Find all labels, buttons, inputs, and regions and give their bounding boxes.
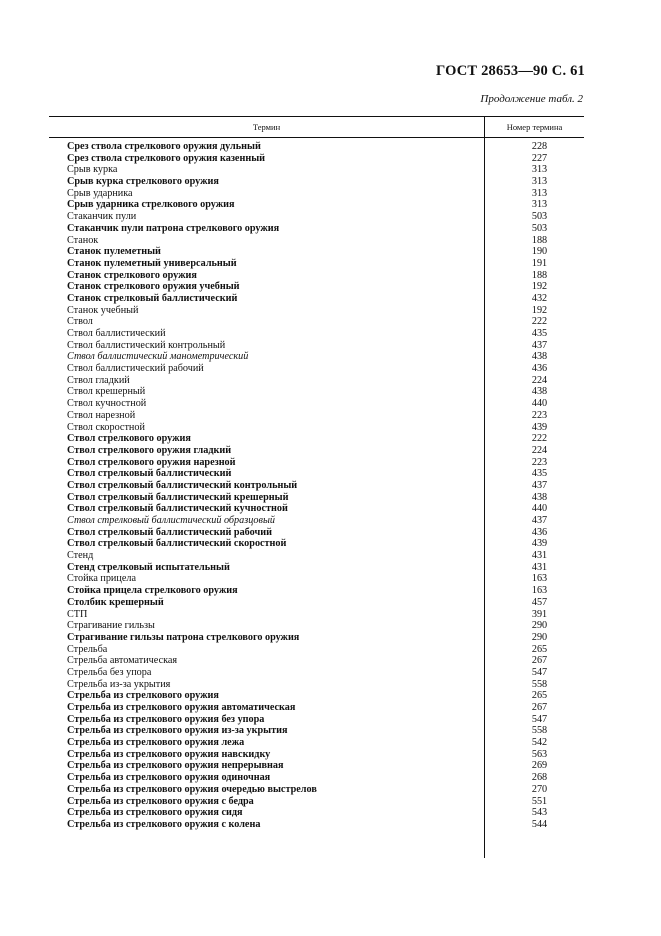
table-row [49,679,584,691]
table-row [49,211,584,223]
table-row [49,246,584,258]
term-number-cell: 227 [531,152,548,164]
term-cell: Ствол стрелкового оружия нарезной [67,456,236,468]
table-row [49,316,584,328]
table-row [49,562,584,574]
term-number-cell: 542 [531,737,548,749]
table-row [49,164,584,176]
term-number-cell: 190 [531,246,548,258]
term-cell: Срез ствола стрелкового оружия казенный [67,152,266,164]
term-number-cell: 543 [531,807,548,819]
term-cell: Ствол гладкий [67,374,130,386]
term-number-cell: 163 [531,573,548,585]
term-cell: Стенд стрелковый испытательный [67,561,230,573]
term-cell: Стрельба из стрелкового оружия с колена [67,818,261,830]
term-number-cell: 435 [531,328,548,339]
table-row [49,702,584,714]
term-cell: Срыв ударника [67,187,133,199]
term-number-cell: 551 [531,795,548,807]
terms-table [49,116,584,831]
table-row [49,153,584,165]
term-number-cell: 544 [531,818,548,830]
term-cell: Стрельба из стрелкового оружия [67,690,219,702]
column-header-term: Термин [252,122,281,132]
table-row [49,468,584,480]
table-row [49,573,584,585]
term-cell: Ствол баллистический рабочий [67,363,204,375]
table-row [49,597,584,609]
table-row [49,293,584,305]
term-number-cell: 290 [531,631,548,643]
term-cell: Столбик крешерный [67,596,164,608]
term-cell: Стаканчик пули патрона стрелкового оружия [67,222,280,234]
table-row [49,760,584,772]
term-number-cell: 563 [531,748,548,760]
term-cell: Стаканчик пули [67,211,137,223]
term-number-cell: 269 [531,760,548,772]
term-cell: Срыв курка [67,164,118,176]
term-cell: Срыв ударника стрелкового оружия [67,199,235,211]
term-cell: Стрельба из стрелкового оружия с бедра [67,795,254,807]
table-header [49,117,584,138]
term-cell: Станок стрелкового оружия [67,269,197,281]
table-row [49,386,584,398]
table-row [49,281,584,293]
term-number-cell: 438 [531,386,548,398]
table-row [49,632,584,644]
table-row [49,457,584,469]
table-row [49,527,584,539]
table-row [49,807,584,819]
table-row [49,188,584,200]
term-cell: Станок стрелковый баллистический [67,292,238,304]
term-cell: Стрельба из-за укрытия [67,678,171,690]
table-row [49,737,584,749]
table-row [49,796,584,808]
term-number-cell: 267 [531,655,548,667]
table-row [49,433,584,445]
term-number-cell: 313 [531,187,548,199]
term-cell: Ствол стрелковый баллистический кучностной [67,503,288,515]
term-number-cell: 439 [531,421,548,433]
table-row [49,270,584,282]
term-cell: Стрельба из стрелкового оружия очередью выстрелов [67,783,317,795]
term-number-cell: 547 [531,713,548,725]
table-row [49,585,584,597]
term-cell: Стойка прицела [67,573,136,585]
term-number-cell: 558 [531,725,548,737]
table-row [49,655,584,667]
term-number-cell: 192 [531,281,548,293]
term-cell: Стрельба из стрелкового оружия автоматическая [67,702,296,713]
term-number-cell: 222 [531,316,548,328]
table-row [49,199,584,211]
term-cell: Станок стрелкового оружия учебный [67,281,240,293]
term-cell: Стрельба из стрелкового оружия одиночная [67,772,271,784]
term-cell: Ствол стрелковый баллистический крешерный [67,491,289,503]
table-row [49,725,584,737]
table-row [49,410,584,422]
table-row [49,644,584,656]
term-cell: Срез ствола стрелкового оружия дульный [67,141,261,152]
table-row [49,515,584,527]
term-number-cell: 431 [531,550,548,562]
term-number-cell: 436 [531,363,548,375]
term-cell: Ствол [67,316,93,328]
term-cell: СТП [67,608,88,620]
term-number-cell: 163 [531,585,548,597]
page-header: ГОСТ 28653—90 С. 61 [436,63,585,79]
table-row [49,235,584,247]
term-number-cell: 188 [531,234,548,246]
term-cell: Станок пулеметный [67,246,161,258]
term-number-cell: 313 [531,176,548,188]
table-row [49,480,584,492]
table-row [49,422,584,434]
term-number-cell: 228 [531,141,548,152]
table-row [49,141,584,153]
table-row [49,609,584,621]
term-cell: Страгивание гильзы патрона стрелкового оружия [67,631,300,643]
term-cell: Станок учебный [67,304,139,316]
term-number-cell: 224 [531,444,548,456]
term-number-cell: 558 [531,678,548,690]
term-number-cell: 437 [531,479,548,491]
table-row [49,772,584,784]
table-row [49,328,584,340]
term-cell: Срыв курка стрелкового оружия [67,176,219,188]
term-cell: Ствол баллистический [67,328,166,339]
term-cell: Ствол стрелкового оружия гладкий [67,444,232,456]
term-number-cell: 223 [531,456,548,468]
term-number-cell: 440 [531,398,548,410]
table-row [49,503,584,515]
term-cell: Ствол крешерный [67,386,146,398]
term-number-cell: 438 [531,491,548,503]
term-cell: Ствол стрелкового оружия [67,433,191,445]
term-number-cell: 192 [531,304,548,316]
term-number-cell: 222 [531,433,548,445]
term-number-cell: 436 [531,526,548,538]
term-cell: Станок пулеметный универсальный [67,257,237,269]
term-number-cell: 188 [531,269,548,281]
table-row [49,492,584,504]
term-cell: Ствол баллистический манометрический [67,351,249,363]
term-cell: Ствол скоростной [67,421,145,433]
table-row [49,550,584,562]
term-cell: Стрельба автоматическая [67,655,178,667]
term-number-cell: 223 [531,409,548,421]
term-cell: Ствол стрелковый баллистический рабочий [67,526,272,538]
term-number-cell: 270 [531,783,548,795]
table-row [49,351,584,363]
term-number-cell: 290 [531,620,548,632]
term-number-cell: 265 [531,690,548,702]
table-row [49,749,584,761]
table-row [49,398,584,410]
term-cell: Ствол стрелковый баллистический образцовый [67,515,275,526]
term-cell: Станок [67,234,99,246]
term-number-cell: 437 [531,339,548,351]
table-row [49,340,584,352]
table-row [49,176,584,188]
term-number-cell: 435 [531,468,548,480]
table-body [49,138,584,831]
term-number-cell: 224 [531,374,548,386]
term-cell: Ствол кучностной [67,398,147,410]
column-header-number: Номер термина [484,117,584,137]
term-cell: Стрельба [67,643,108,655]
table-continuation-label: Продолжение табл. 2 [480,93,583,105]
term-cell: Ствол нарезной [67,409,136,421]
term-number-cell: 268 [531,772,548,784]
term-cell: Стойка прицела стрелкового оружия [67,585,238,597]
term-cell: Ствол баллистический контрольный [67,339,226,351]
term-number-cell: 432 [531,292,548,304]
term-cell: Стрельба из стрелкового оружия сидя [67,807,243,819]
term-cell: Стрельба из стрелкового оружия из-за укрытия [67,725,288,737]
term-cell: Страгивание гильзы [67,620,155,632]
term-cell: Стенд [67,550,94,562]
table-row [49,784,584,796]
term-number-cell: 440 [531,503,548,515]
table-row [49,690,584,702]
table-row [49,445,584,457]
term-cell: Стрельба из стрелкового оружия лежа [67,737,245,749]
term-number-cell: 313 [531,164,548,176]
term-number-cell: 313 [531,199,548,211]
term-cell: Стрельба из стрелкового оружия без упора [67,713,265,725]
term-number-cell: 438 [531,351,548,363]
table-row [49,258,584,270]
table-row [49,714,584,726]
table-row [49,538,584,550]
table-row [49,667,584,679]
term-number-cell: 391 [531,608,548,620]
term-cell: Ствол стрелковый баллистический скоростной [67,538,287,550]
term-number-cell: 439 [531,538,548,550]
term-number-cell: 267 [531,702,548,713]
table-row [49,363,584,375]
table-row [49,620,584,632]
table-row [49,305,584,317]
term-cell: Стрельба из стрелкового оружия навскидку [67,748,271,760]
term-number-cell: 437 [531,515,548,526]
term-cell: Ствол стрелковый баллистический [67,468,232,480]
term-number-cell: 503 [531,222,548,234]
term-number-cell: 547 [531,666,548,678]
term-cell: Стрельба из стрелкового оружия непрерывная [67,760,284,772]
table-row [49,375,584,387]
term-number-cell: 503 [531,211,548,223]
term-number-cell: 431 [531,561,548,573]
term-cell: Стрельба без упора [67,666,152,678]
table-row [49,223,584,235]
table-row [49,819,584,831]
term-number-cell: 457 [531,596,548,608]
term-number-cell: 191 [531,257,548,269]
term-number-cell: 265 [531,643,548,655]
term-cell: Ствол стрелковый баллистический контрольный [67,479,298,491]
